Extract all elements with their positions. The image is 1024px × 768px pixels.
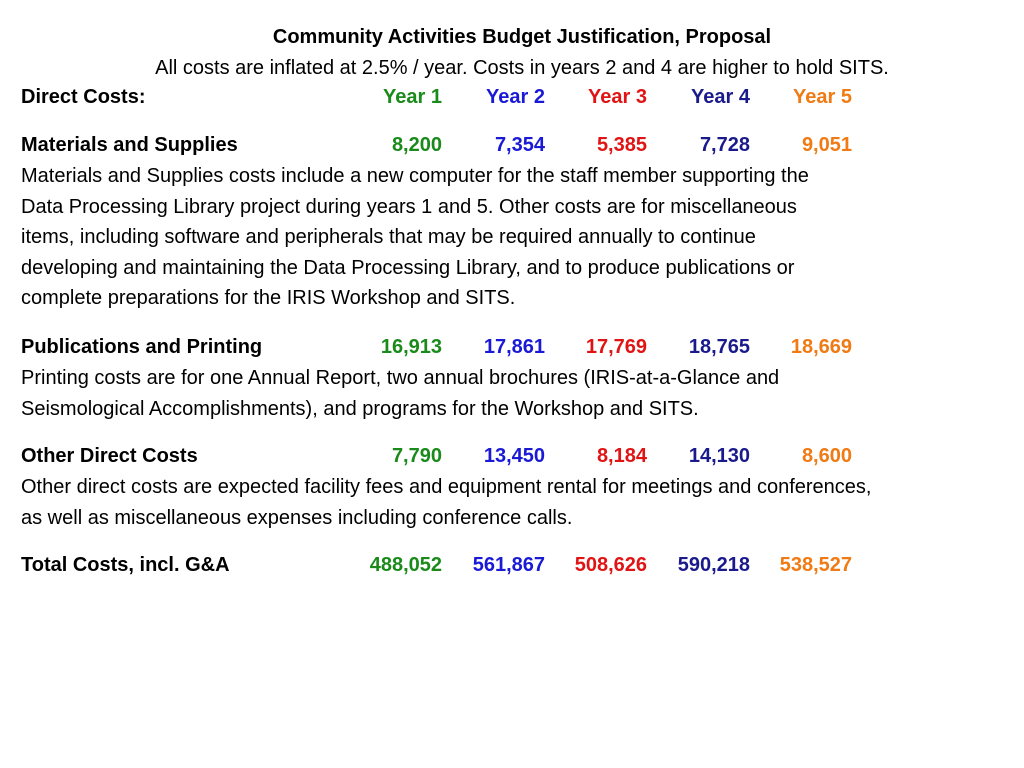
materials-year-3: 5,385 <box>596 134 647 156</box>
total-label: Total Costs, incl. G&A <box>21 554 230 576</box>
materials-label: Materials and Supplies <box>21 134 238 156</box>
other-costs-year-5: 8,600 <box>801 445 852 467</box>
total-year-2: 561,867 <box>472 554 545 576</box>
header-row <box>0 84 1024 110</box>
materials-description-line: items, including software and peripherals that may be required annually to continue <box>21 226 756 248</box>
materials-description-line: Materials and Supplies costs include a new computer for the staff member supporting the <box>21 165 809 187</box>
publications-year-3: 17,769 <box>585 336 647 358</box>
publications-year-5: 18,669 <box>790 336 852 358</box>
other-costs-description-line: Other direct costs are expected facility fees and equipment rental for meetings and conferences, <box>21 476 872 498</box>
total-row <box>0 552 1024 578</box>
total-year-4: 590,218 <box>677 554 750 576</box>
publications-year-2: 17,861 <box>483 336 545 358</box>
header-year-4: Year 4 <box>691 86 750 108</box>
publications-year-4: 18,765 <box>688 336 750 358</box>
materials-row <box>0 132 1024 158</box>
materials-description-line: developing and maintaining the Data Processing Library, and to produce publications or <box>21 256 795 279</box>
page-title: Community Activities Budget Justification, Proposal <box>272 26 772 48</box>
publications-row <box>0 334 1024 360</box>
publications-year-1: 16,913 <box>380 336 442 358</box>
publications-description-line: Printing costs are for one Annual Report, two annual brochures (IRIS-at-a-Glance and <box>21 367 780 389</box>
publications-description-line: Seismological Accomplishments), and programs for the Workshop and SITS. <box>21 397 699 420</box>
other-costs-year-4: 14,130 <box>688 445 750 467</box>
materials-description-line: Data Processing Library project during years 1 and 5. Other costs are for miscellaneous <box>21 195 797 218</box>
page-subtitle: All costs are inflated at 2.5% / year. Costs in years 2 and 4 are higher to hold SITS. <box>155 57 889 79</box>
direct-costs-label: Direct Costs: <box>21 86 146 108</box>
total-year-5: 538,527 <box>779 554 852 576</box>
other-costs-row <box>0 443 1024 469</box>
other-costs-year-1: 7,790 <box>391 445 442 467</box>
other-costs-label: Other Direct Costs <box>21 445 198 467</box>
other-costs-description-line: as well as miscellaneous expenses including conference calls. <box>21 506 573 529</box>
materials-year-1: 8,200 <box>391 134 442 156</box>
other-costs-year-3: 8,184 <box>596 445 647 467</box>
other-costs-description <box>21 472 1024 533</box>
other-costs-year-2: 13,450 <box>483 445 545 467</box>
header-year-1: Year 1 <box>383 86 442 108</box>
materials-description-line: complete preparations for the IRIS Workshop and SITS. <box>21 287 516 309</box>
materials-year-4: 7,728 <box>699 134 750 156</box>
header-year-5: Year 5 <box>793 86 852 108</box>
total-year-1: 488,052 <box>369 554 442 576</box>
publications-description <box>21 363 1024 424</box>
total-year-3: 508,626 <box>574 554 647 576</box>
materials-description <box>21 161 1024 314</box>
materials-year-5: 9,051 <box>801 134 852 156</box>
publications-label: Publications and Printing <box>21 336 263 358</box>
header-year-2: Year 2 <box>486 86 545 108</box>
header-year-3: Year 3 <box>588 86 647 108</box>
materials-year-2: 7,354 <box>494 134 545 156</box>
